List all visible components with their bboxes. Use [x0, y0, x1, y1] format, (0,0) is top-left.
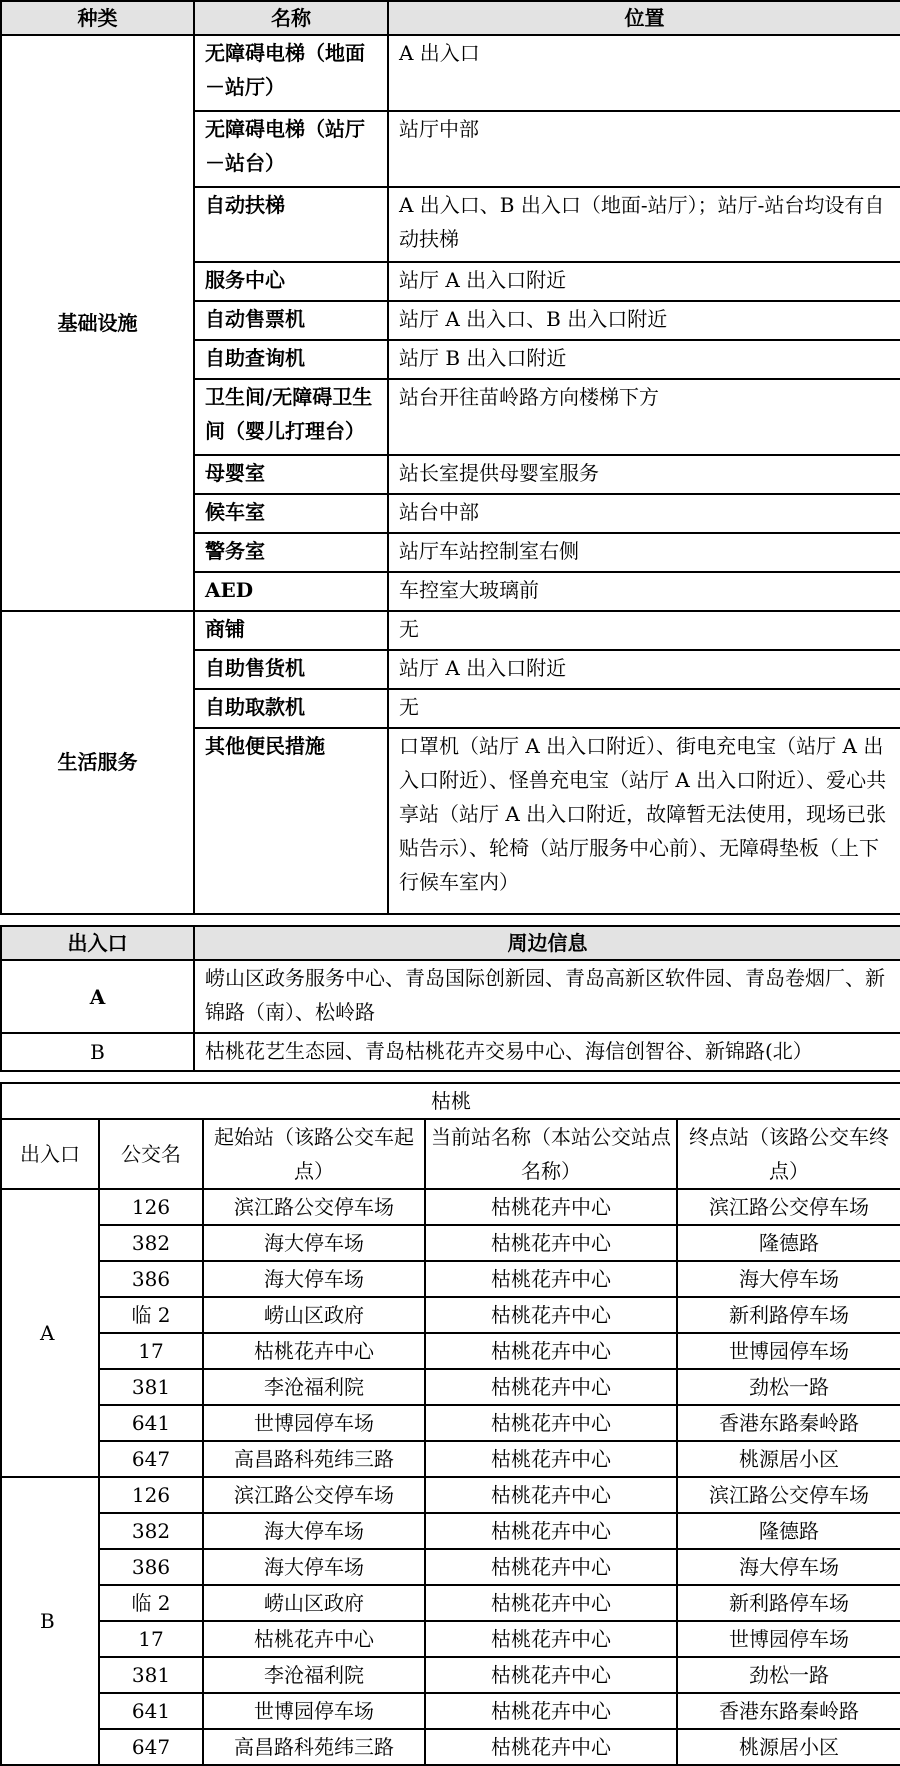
bus-end: 海大停车场 — [677, 1261, 900, 1297]
bus-end: 劲松一路 — [677, 1657, 900, 1693]
facility-location: 站厅 A 出入口、B 出入口附近 — [388, 301, 900, 340]
bus-start: 枯桃花卉中心 — [203, 1333, 425, 1369]
facility-location: 站长室提供母婴室服务 — [388, 455, 900, 494]
facility-location: 站厅 B 出入口附近 — [388, 340, 900, 379]
bus-current: 枯桃花卉中心 — [425, 1513, 677, 1549]
bus-start: 海大停车场 — [203, 1513, 425, 1549]
bus-end: 世博园停车场 — [677, 1621, 900, 1657]
header-exit: 出入口 — [1, 926, 194, 960]
facility-name: AED — [194, 572, 388, 611]
bus-start: 崂山区政府 — [203, 1585, 425, 1621]
bus-header-row — [1, 1119, 900, 1189]
header-exit: 出入口 — [1, 1119, 99, 1189]
facility-location: A 出入口 — [388, 35, 900, 111]
facility-location: 站厅车站控制室右侧 — [388, 533, 900, 572]
bus-line: 381 — [99, 1657, 203, 1693]
bus-start: 海大停车场 — [203, 1549, 425, 1585]
header-start: 起始站（该路公交车起点） — [203, 1119, 425, 1189]
facility-location: 无 — [388, 611, 900, 650]
bus-line: 641 — [99, 1405, 203, 1441]
facility-location: 车控室大玻璃前 — [388, 572, 900, 611]
facility-name: 其他便民措施 — [194, 728, 388, 914]
header-category: 种类 — [1, 1, 194, 35]
table-row — [1, 1189, 900, 1225]
facility-location: 站台中部 — [388, 494, 900, 533]
bus-end: 新利路停车场 — [677, 1585, 900, 1621]
table-row — [1, 35, 900, 111]
bus-line: 临 2 — [99, 1585, 203, 1621]
bus-end: 香港东路秦岭路 — [677, 1405, 900, 1441]
table-row — [1, 1405, 900, 1441]
bus-table — [0, 1082, 900, 1766]
bus-line: 17 — [99, 1621, 203, 1657]
bus-current: 枯桃花卉中心 — [425, 1369, 677, 1405]
bus-end: 滨江路公交停车场 — [677, 1189, 900, 1225]
bus-current: 枯桃花卉中心 — [425, 1189, 677, 1225]
bus-line: 126 — [99, 1189, 203, 1225]
bus-line: 647 — [99, 1441, 203, 1477]
facility-name: 无障碍电梯（地面－站厅） — [194, 35, 388, 111]
exit-info: 枯桃花艺生态园、青岛枯桃花卉交易中心、海信创智谷、新锦路(北） — [194, 1033, 900, 1071]
bus-current: 枯桃花卉中心 — [425, 1693, 677, 1729]
table-row — [1, 1729, 900, 1765]
facility-name: 母婴室 — [194, 455, 388, 494]
bus-end: 新利路停车场 — [677, 1297, 900, 1333]
bus-end: 隆德路 — [677, 1225, 900, 1261]
facility-location: 站厅 A 出入口附近 — [388, 650, 900, 689]
bus-end: 劲松一路 — [677, 1369, 900, 1405]
bus-line: 647 — [99, 1729, 203, 1765]
table-row — [1, 1549, 900, 1585]
bus-current: 枯桃花卉中心 — [425, 1549, 677, 1585]
bus-start: 崂山区政府 — [203, 1297, 425, 1333]
facility-name: 服务中心 — [194, 262, 388, 301]
bus-table-title: 枯桃 — [1, 1083, 900, 1119]
facility-name: 候车室 — [194, 494, 388, 533]
table-row — [1, 1513, 900, 1549]
facility-location: 站厅 A 出入口附近 — [388, 262, 900, 301]
bus-current: 枯桃花卉中心 — [425, 1225, 677, 1261]
bus-line: 386 — [99, 1261, 203, 1297]
facility-location: 口罩机（站厅 A 出入口附近）、街电充电宝（站厅 A 出入口附近）、怪兽充电宝（站厅 A 出入口附近）、爱心共享站（站厅 A 出入口附近，故障暂无法使用，现场已张贴告示）、轮椅（站厅服务中心前）、无障碍垫板（上下行候车室内） — [388, 728, 900, 914]
facility-location: A 出入口、B 出入口（地面-站厅）；站厅-站台均设有自动扶梯 — [388, 187, 900, 263]
facility-name: 无障碍电梯（站厅－站台） — [194, 111, 388, 187]
bus-line: 381 — [99, 1369, 203, 1405]
bus-current: 枯桃花卉中心 — [425, 1657, 677, 1693]
bus-line: 临 2 — [99, 1297, 203, 1333]
table-row — [1, 1585, 900, 1621]
category-cell: 基础设施 — [1, 35, 194, 611]
header-name: 名称 — [194, 1, 388, 35]
header-end: 终点站（该路公交车终点） — [677, 1119, 900, 1189]
bus-end: 滨江路公交停车场 — [677, 1477, 900, 1513]
bus-line: 17 — [99, 1333, 203, 1369]
category-cell: 生活服务 — [1, 611, 194, 914]
bus-current: 枯桃花卉中心 — [425, 1441, 677, 1477]
bus-line: 382 — [99, 1513, 203, 1549]
bus-line: 386 — [99, 1549, 203, 1585]
facility-name: 卫生间/无障碍卫生间（婴儿打理台） — [194, 379, 388, 455]
exit-group-label: B — [1, 1477, 99, 1765]
header-current: 当前站名称（本站公交站点名称） — [425, 1119, 677, 1189]
facility-name: 自动扶梯 — [194, 187, 388, 263]
table-row — [1, 1441, 900, 1477]
facility-name: 自动售票机 — [194, 301, 388, 340]
exit-label: A — [1, 960, 194, 1033]
bus-end: 隆德路 — [677, 1513, 900, 1549]
exits-table — [0, 925, 900, 1072]
exit-label: B — [1, 1033, 194, 1071]
bus-line: 382 — [99, 1225, 203, 1261]
bus-current: 枯桃花卉中心 — [425, 1621, 677, 1657]
bus-title-row — [1, 1083, 900, 1119]
table-row — [1, 1693, 900, 1729]
bus-line: 126 — [99, 1477, 203, 1513]
exit-group-label: A — [1, 1189, 99, 1477]
facility-name: 自助查询机 — [194, 340, 388, 379]
bus-end: 香港东路秦岭路 — [677, 1693, 900, 1729]
bus-start: 滨江路公交停车场 — [203, 1477, 425, 1513]
bus-current: 枯桃花卉中心 — [425, 1405, 677, 1441]
bus-start: 滨江路公交停车场 — [203, 1189, 425, 1225]
header-line: 公交名 — [99, 1119, 203, 1189]
exit-info: 崂山区政务服务中心、青岛国际创新园、青岛高新区软件园、青岛卷烟厂、新锦路（南）、松岭路 — [194, 960, 900, 1033]
facility-location: 站台开往苗岭路方向楼梯下方 — [388, 379, 900, 455]
bus-end: 桃源居小区 — [677, 1729, 900, 1765]
bus-start: 高昌路科苑纬三路 — [203, 1441, 425, 1477]
table-row — [1, 1657, 900, 1693]
facility-name: 自助售货机 — [194, 650, 388, 689]
bus-start: 海大停车场 — [203, 1261, 425, 1297]
bus-start: 李沧福利院 — [203, 1369, 425, 1405]
facility-location: 无 — [388, 689, 900, 728]
table-row — [1, 1033, 900, 1071]
facility-name: 自助取款机 — [194, 689, 388, 728]
exits-header-row — [1, 926, 900, 960]
facilities-header-row — [1, 1, 900, 35]
table-row — [1, 1369, 900, 1405]
table-row — [1, 1477, 900, 1513]
bus-start: 世博园停车场 — [203, 1405, 425, 1441]
facility-name: 警务室 — [194, 533, 388, 572]
table-row — [1, 611, 900, 650]
table-row — [1, 1225, 900, 1261]
bus-start: 高昌路科苑纬三路 — [203, 1729, 425, 1765]
bus-start: 李沧福利院 — [203, 1657, 425, 1693]
bus-current: 枯桃花卉中心 — [425, 1585, 677, 1621]
table-row — [1, 1621, 900, 1657]
bus-current: 枯桃花卉中心 — [425, 1333, 677, 1369]
table-row — [1, 1297, 900, 1333]
bus-line: 641 — [99, 1693, 203, 1729]
bus-start: 海大停车场 — [203, 1225, 425, 1261]
bus-start: 枯桃花卉中心 — [203, 1621, 425, 1657]
header-surroundings: 周边信息 — [194, 926, 900, 960]
table-row — [1, 1261, 900, 1297]
bus-current: 枯桃花卉中心 — [425, 1297, 677, 1333]
table-row — [1, 960, 900, 1033]
bus-end: 桃源居小区 — [677, 1441, 900, 1477]
header-location: 位置 — [388, 1, 900, 35]
bus-end: 海大停车场 — [677, 1549, 900, 1585]
bus-current: 枯桃花卉中心 — [425, 1729, 677, 1765]
table-row — [1, 1333, 900, 1369]
bus-current: 枯桃花卉中心 — [425, 1261, 677, 1297]
bus-current: 枯桃花卉中心 — [425, 1477, 677, 1513]
bus-start: 世博园停车场 — [203, 1693, 425, 1729]
facility-name: 商铺 — [194, 611, 388, 650]
facility-location: 站厅中部 — [388, 111, 900, 187]
bus-end: 世博园停车场 — [677, 1333, 900, 1369]
